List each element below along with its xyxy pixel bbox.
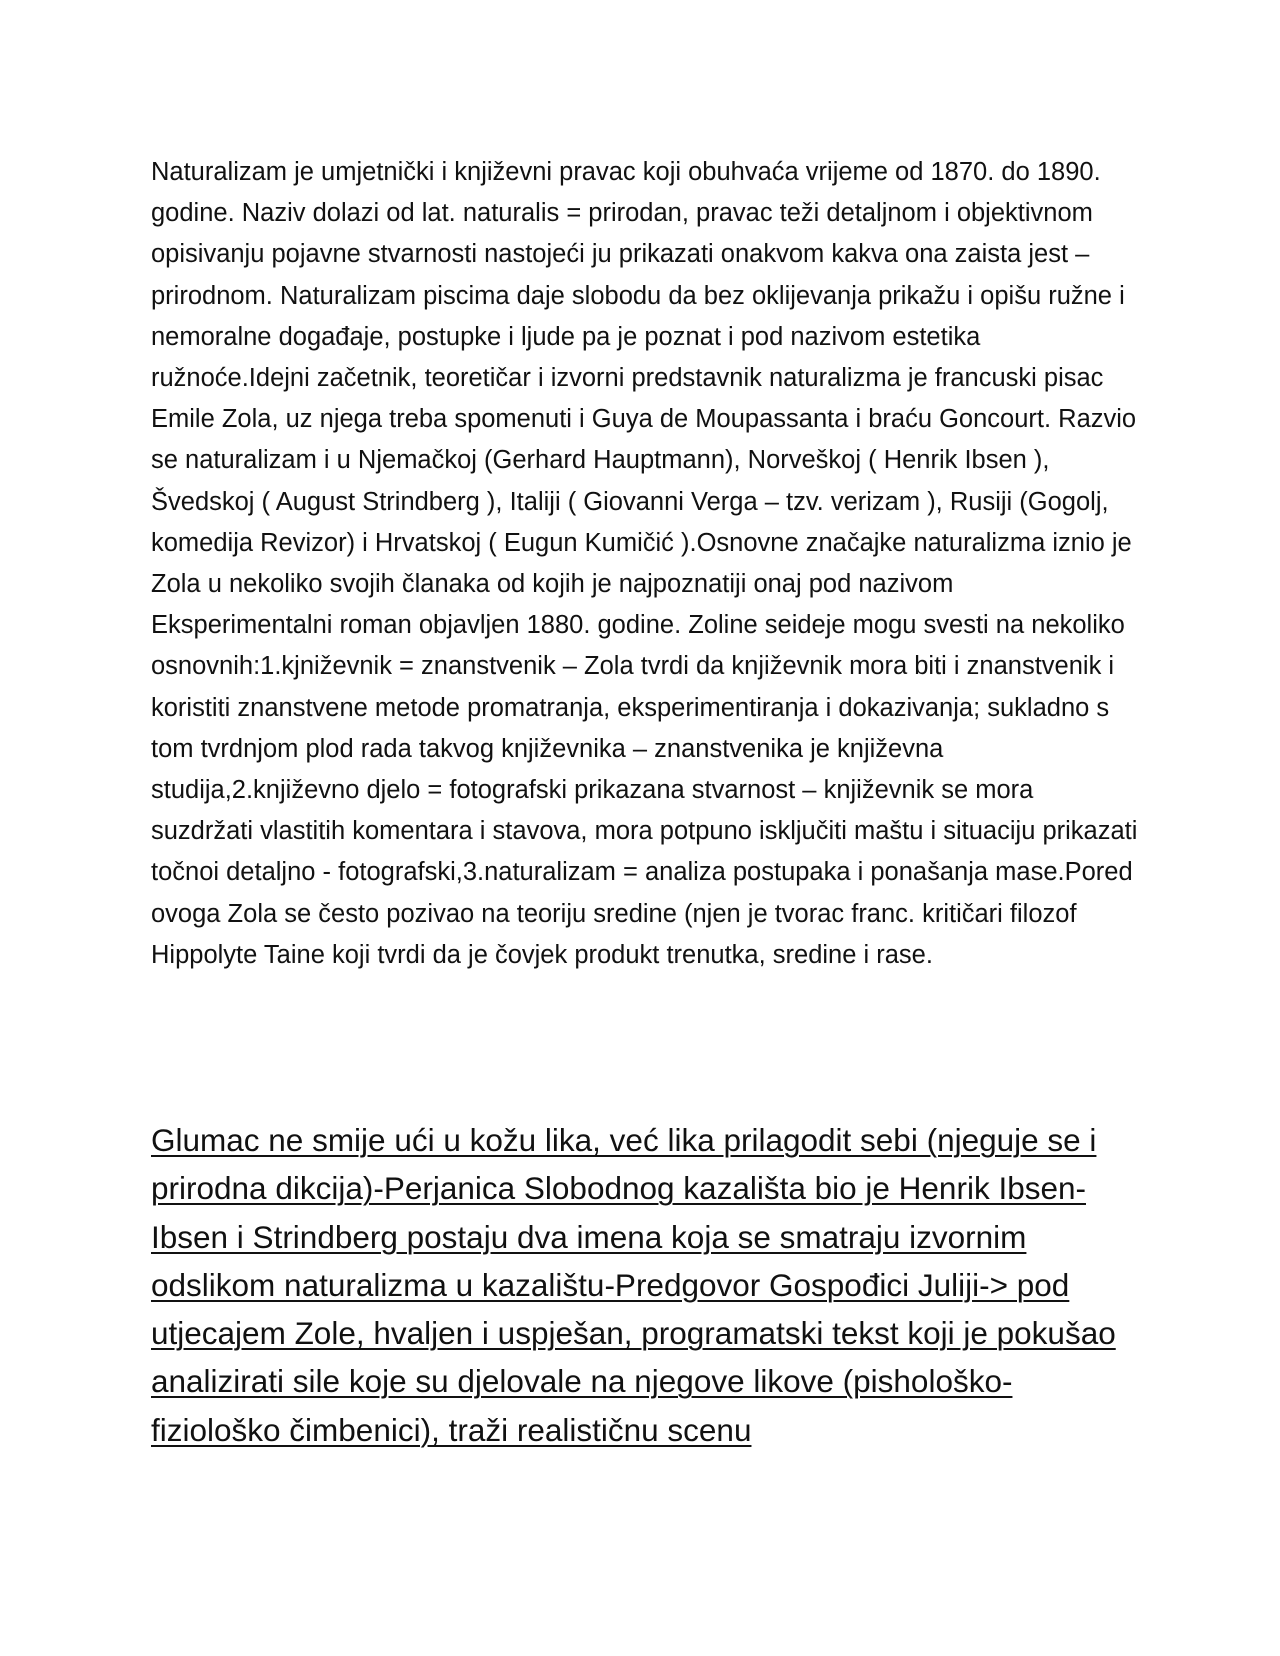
body-paragraph-naturalism: Naturalizam je umjetnički i književni pravac koji obuhvaća vrijeme od 1870. do 1890. godine. Naziv dolazi od lat. naturalis = prirodan, pravac teži detaljnom i objektivnom opisivanju pojavne stvarnosti nastojeći ju prikazati onakvom kakva ona zaista jest – prirodnom. Naturalizam piscima daje slobodu da bez oklijevanja prikažu i opišu ružne i nemoralne događaje, postupke i ljude pa je poznat i pod nazivom estetika ružnoće.Idejni začetnik, teoretičar i izvorni predstavnik naturalizma je francuski pisac Emile Zola, uz njega treba spomenuti i Guya de Moupassanta i braću Goncourt. Razvio se naturalizam i u Njemačkoj (Gerhard Hauptmann), Norveškoj ( Henrik Ibsen ), Švedskoj ( August Strindberg ), Italiji ( Giovanni Verga – tzv. verizam ), Rusiji (Gogolj, komedija Revizor) i Hrvatskoj ( Eugun Kumičić ).Osnovne značajke naturalizma iznio je Zola u nekoliko svojih članaka od kojih je najpoznatiji onaj pod nazivom Eksperimentalni roman objavljen 1880. godine. Zoline seideje mogu svesti na nekoliko osnovnih:1.kjniževnik = znanstvenik – Zola tvrdi da književnik mora biti i znanstvenik i koristiti znanstvene metode promatranja, eksperimentiranja i dokazivanja; sukladno s tom tvrdnjom plod rada takvog književnika – znanstvenika je književna studija,2.književno djelo = fotografski prikazana stvarnost – književnik se mora suzdržati vlastitih komentara i stavova, mora potpuno isključiti maštu i situaciju prikazati točnoi detaljno - fotografski,3.naturalizam = analiza postupaka i ponašanja mase.Pored ovoga Zola se često pozivao na teoriju sredine (njen je tvorac franc. kritičari filozof Hippolyte Taine koji tvrdi da je čovjek produkt trenutka, sredine i rase.	[151, 158, 1138, 969]
underlined-paragraph-theatre: Glumac ne smije ući u kožu lika, već lika prilagodit sebi (njeguje se i prirodna dikcija)-Perjanica Slobodnog kazališta bio je Henrik Ibsen-Ibsen i Strindberg postaju dva imena koja se smatraju izvornim odslikom naturalizma u kazalištu-Predgovor Gospođici Juliji-> pod utjecajem Zole, hvaljen i uspješan, programatski tekst koji je pokušao analizirati sile koje su djelovale na njegove likove (pishološko-fiziološko čimbenici), traži realističnu scenu	[151, 1122, 1116, 1448]
